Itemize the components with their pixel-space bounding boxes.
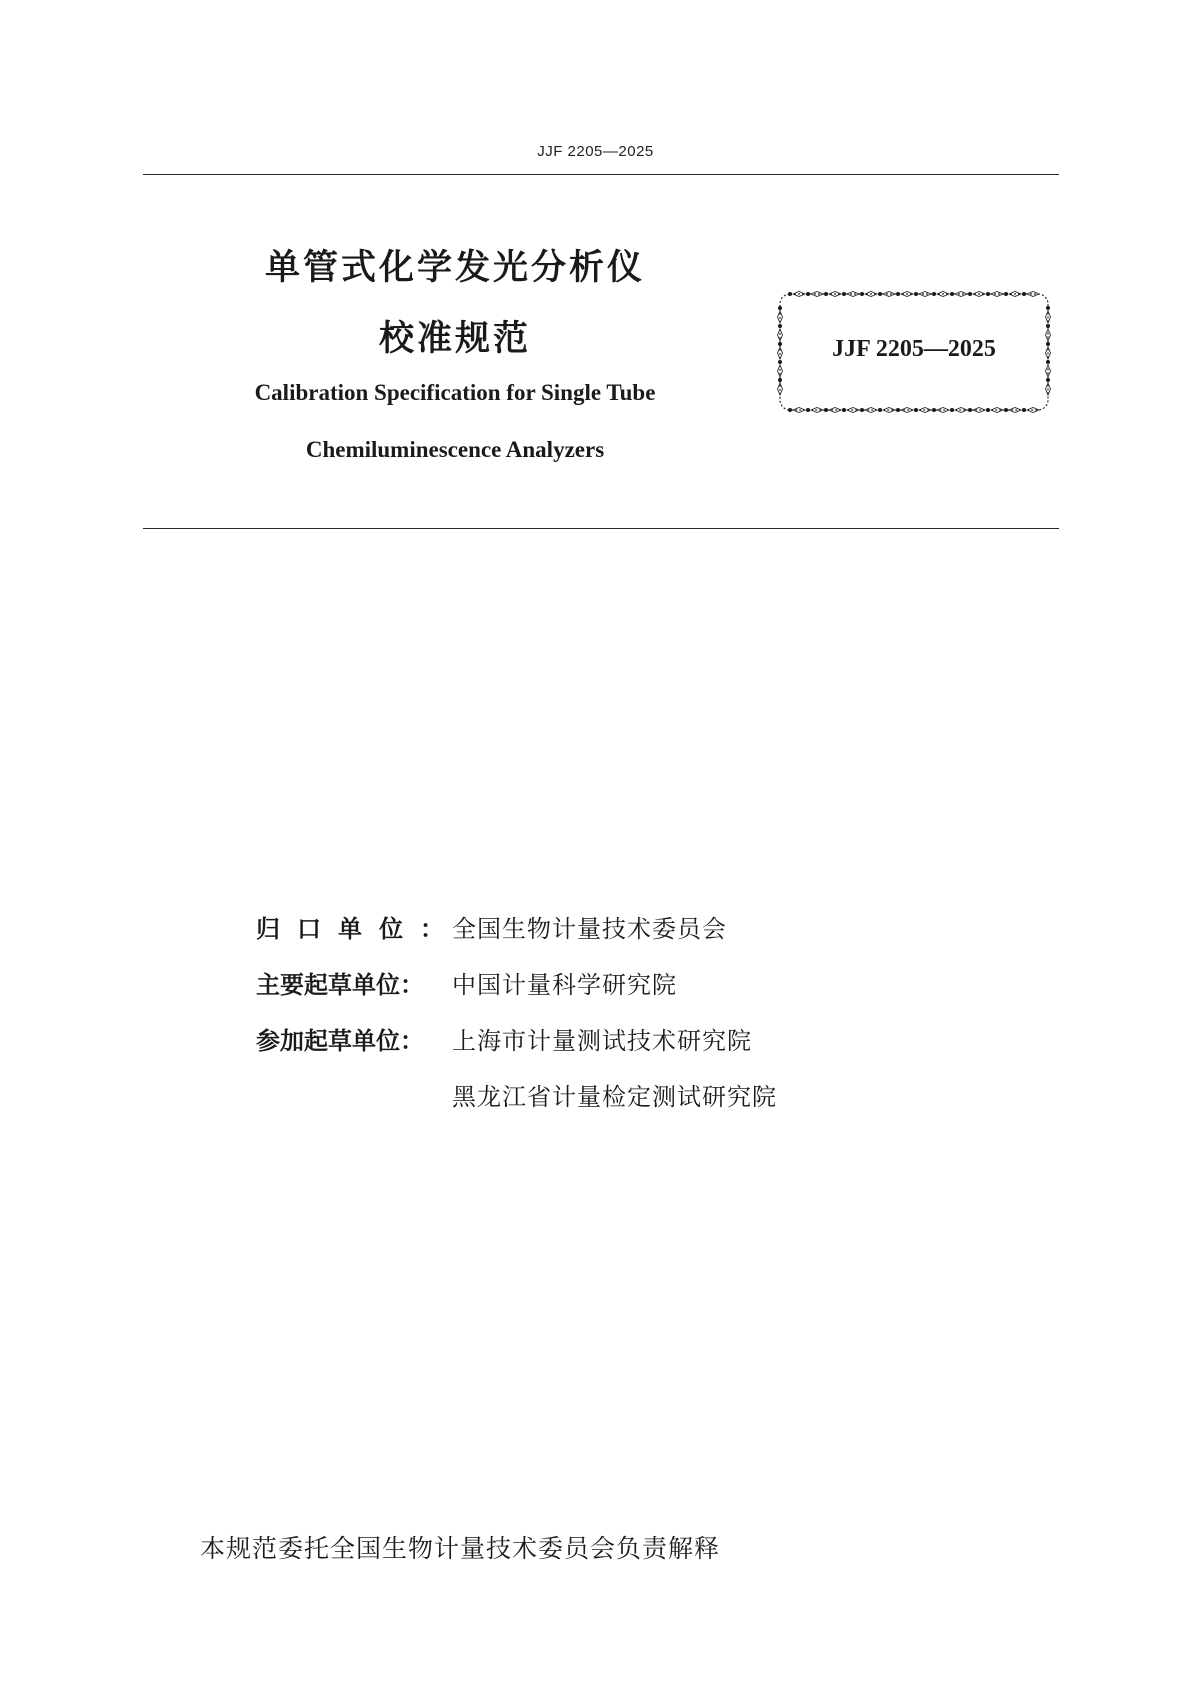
header-rule [143, 174, 1059, 175]
participating-unit-value-2: 黑龙江省计量检定测试研究院 [452, 1083, 777, 1111]
title-chinese-line-2: 校准规范 [378, 319, 531, 359]
main-drafting-unit-row [256, 965, 677, 1001]
participating-unit-value-1: 上海市计量测试技术研究院 [452, 1027, 752, 1055]
header-document-code: JJF 2205—2025 [537, 143, 654, 160]
code-stamp-text: JJF 2205—2025 [832, 336, 996, 362]
participating-unit-label: 参加起草单位： [256, 1027, 424, 1055]
title-chinese-line-1: 单管式化学发光分析仪 [264, 248, 645, 288]
title-english-line-1: Calibration Specification for Single Tube [254, 380, 656, 405]
title-block-rule [143, 528, 1059, 529]
title-english-line-2: Chemiluminescence Analyzers [305, 437, 605, 462]
responsible-unit-row [256, 909, 727, 945]
responsible-unit-value: 全国生物计量技术委员会 [452, 915, 727, 943]
responsible-unit-label: 归口单位： [256, 915, 461, 943]
main-drafting-unit-label: 主要起草单位： [256, 971, 424, 999]
participating-unit-row-2 [256, 1077, 777, 1113]
main-drafting-unit-value: 中国计量科学研究院 [452, 971, 677, 999]
participating-unit-row [256, 1021, 752, 1057]
code-stamp-box [776, 290, 1052, 414]
interpretation-note: 本规范委托全国生物计量技术委员会负责解释 [200, 1534, 721, 1563]
